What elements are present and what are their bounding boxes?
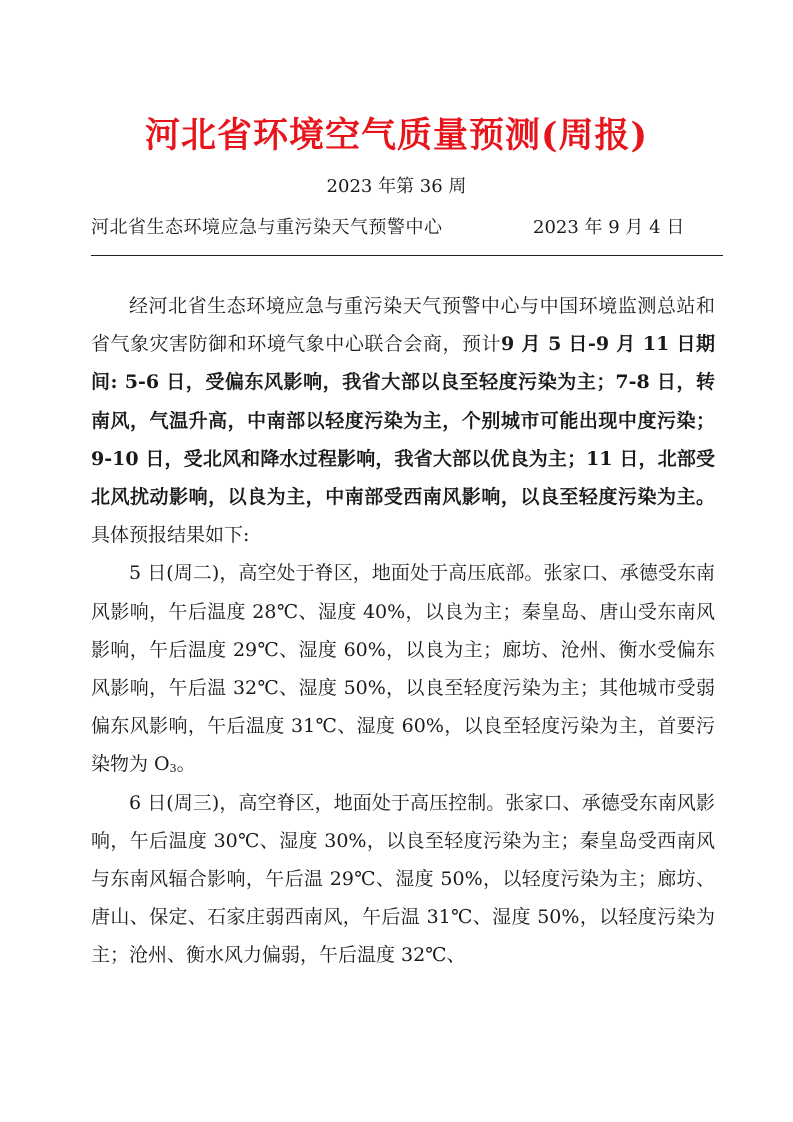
issue-number: 2023 年第 36 周 [326, 176, 467, 197]
forecast-day-6-text: 6 日(周三)，高空脊区，地面处于高压控制。张家口、承德受东南风影响，午后温度 30℃、湿度 30%，以良至轻度污染为主；秦皇岛受西南风与东南风辐合影响，午后温 29℃、湿度 50%，以轻度污染为主；廊坊、唐山、保定、石家庄弱西南风，午后温 31℃、湿度 50%，以轻度污染为主；沧州、衡水风力偏弱，午后温度 32℃、 [91, 791, 715, 967]
byline [91, 215, 723, 241]
header-divider [91, 255, 723, 256]
forecast-day-6 [91, 784, 715, 975]
issue-date: 2023 年 9 月 4 日 [533, 217, 685, 238]
summary-intro: 经河北省生态环境应急与重污染天气预警中心与中国环境监测总站和省气象灾害防御和环境气象中心联合会商，预计 [91, 295, 715, 356]
summary-outro: 具体预报结果如下: [91, 524, 250, 547]
forecast-day-5-text: 5 日(周二)，高空处于脊区，地面处于高压底部。张家口、承德受东南风影响，午后温度 28℃、湿度 40%，以良为主；秦皇岛、唐山受东南风影响，午后温度 29℃、湿度 60%，以良为主；廊坊、沧州、衡水受偏东风影响，午后温 32℃、湿度 50%，以良至轻度污染为主；其他城市受弱偏东风影响，午后温度 31℃、湿度 60%，以良至轻度污染为主，首要污染物为 O [91, 562, 715, 776]
report-body [91, 287, 715, 975]
summary-paragraph [91, 287, 715, 554]
forecast-day-5-end: 。 [176, 753, 196, 776]
forecast-day-5 [91, 554, 715, 783]
report-title: 河北省环境空气质量预测(周报) [144, 115, 649, 156]
ozone-subscript: 3 [169, 762, 177, 776]
issuer-name: 河北省生态环境应急与重污染天气预警中心 [91, 217, 443, 238]
summary-highlight: 9 月 5 日-9 月 11 日期间: 5-6 日，受偏东风影响，我省大部以良至轻度污染为主；7-8 日，转南风，气温升高，中南部以轻度污染为主，个别城市可能出现中度污染；9-10 日，受北风和降水过程影响，我省大部以优良为主；11 日，北部受北风扰动影响，以良为主，中南部受西南风影响，以良至轻度污染为主。 [91, 333, 715, 509]
